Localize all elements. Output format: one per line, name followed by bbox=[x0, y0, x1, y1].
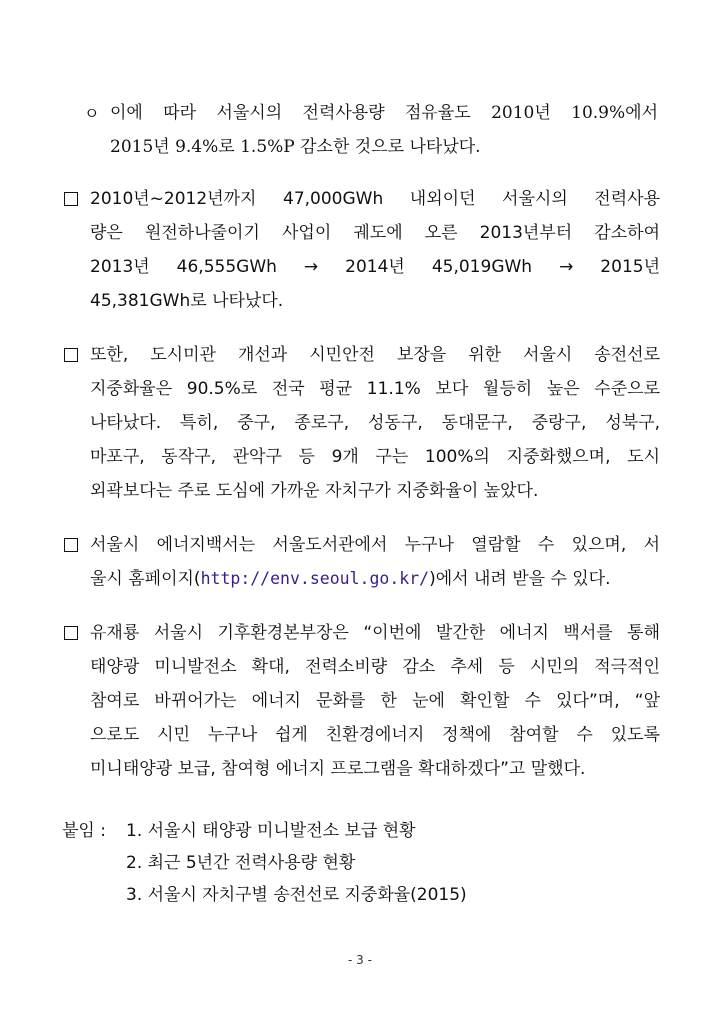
section-4-line-4: 으로도 시민 누구나 쉽게 친환경에너지 정책에 참여할 수 있도록 bbox=[90, 725, 660, 745]
attachment-item-1: 1. 서울시 태양광 미니발전소 보급 현황 bbox=[126, 821, 416, 841]
section-4-line-1: 유재룡 서울시 기후환경본부장은 “이번에 발간한 에너지 백서를 통해 bbox=[90, 623, 660, 643]
section-2-line-4: 마포구, 동작구, 관악구 등 9개 구는 100%의 지중화했으며, 도시 bbox=[90, 447, 660, 467]
homepage-link[interactable]: http://env.seoul.go.kr/ bbox=[200, 569, 430, 588]
bullet-circle-icon: ㅇ bbox=[84, 104, 100, 123]
section-2-line-1: 또한, 도시미관 개선과 시민안전 보장을 위한 서울시 송전선로 bbox=[90, 345, 660, 365]
section-4-line-2: 태양광 미니발전소 확대, 전력소비량 감소 추세 등 시민의 적극적인 bbox=[90, 657, 660, 677]
section-1-line-3: 2013년 46,555GWh → 2014년 45,019GWh → 2015년 bbox=[90, 257, 660, 277]
section-1-line-1: 2010년~2012년까지 47,000GWh 내외이던 서울시의 전력사용 bbox=[90, 189, 660, 209]
section-1-line-4: 45,381GWh로 나타났다. bbox=[90, 291, 284, 311]
checkbox-square-icon bbox=[64, 192, 78, 206]
section-1-line-2: 량은 원전하나줄이기 사업이 궤도에 오른 2013년부터 감소하여 bbox=[90, 223, 660, 243]
section-3-line-2-suffix: )에서 내려 받을 수 있다. bbox=[429, 569, 611, 589]
section-2-line-2: 지중화율은 90.5%로 전국 평균 11.1% 보다 월등히 높은 수준으로 bbox=[90, 379, 660, 399]
page-number: - 3 - bbox=[348, 953, 372, 967]
section-4-line-5: 미니태양광 보급, 참여형 에너지 프로그램을 확대하겠다”고 말했다. bbox=[90, 759, 586, 779]
checkbox-square-icon bbox=[64, 538, 78, 552]
intro-line-2: 2015년 9.4%로 1.5%P 감소한 것으로 나타났다. bbox=[110, 137, 481, 157]
attachments-label: 붙임 : bbox=[62, 821, 106, 841]
attachment-item-3: 3. 서울시 자치구별 송전선로 지중화율(2015) bbox=[126, 885, 467, 905]
section-4-line-3: 참여로 바뀌어가는 에너지 문화를 한 눈에 확인할 수 있다”며, “앞 bbox=[90, 691, 660, 711]
checkbox-square-icon bbox=[64, 626, 78, 640]
section-3-line-2-prefix: 울시 홈페이지( bbox=[90, 569, 201, 589]
section-2-line-5: 외곽보다는 주로 도심에 가까운 자치구가 지중화율이 높았다. bbox=[90, 481, 539, 501]
checkbox-square-icon bbox=[64, 348, 78, 362]
intro-line-1: 이에 따라 서울시의 전력사용량 점유율도 2010년 10.9%에서 bbox=[110, 103, 658, 123]
attachment-item-2: 2. 최근 5년간 전력사용량 현황 bbox=[126, 853, 356, 873]
section-3-line-2 bbox=[90, 568, 660, 590]
section-2-line-3: 나타났다. 특히, 중구, 종로구, 성동구, 동대문구, 중랑구, 성북구, bbox=[90, 413, 660, 433]
section-3-line-1: 서울시 에너지백서는 서울도서관에서 누구나 열람할 수 있으며, 서 bbox=[90, 535, 660, 555]
